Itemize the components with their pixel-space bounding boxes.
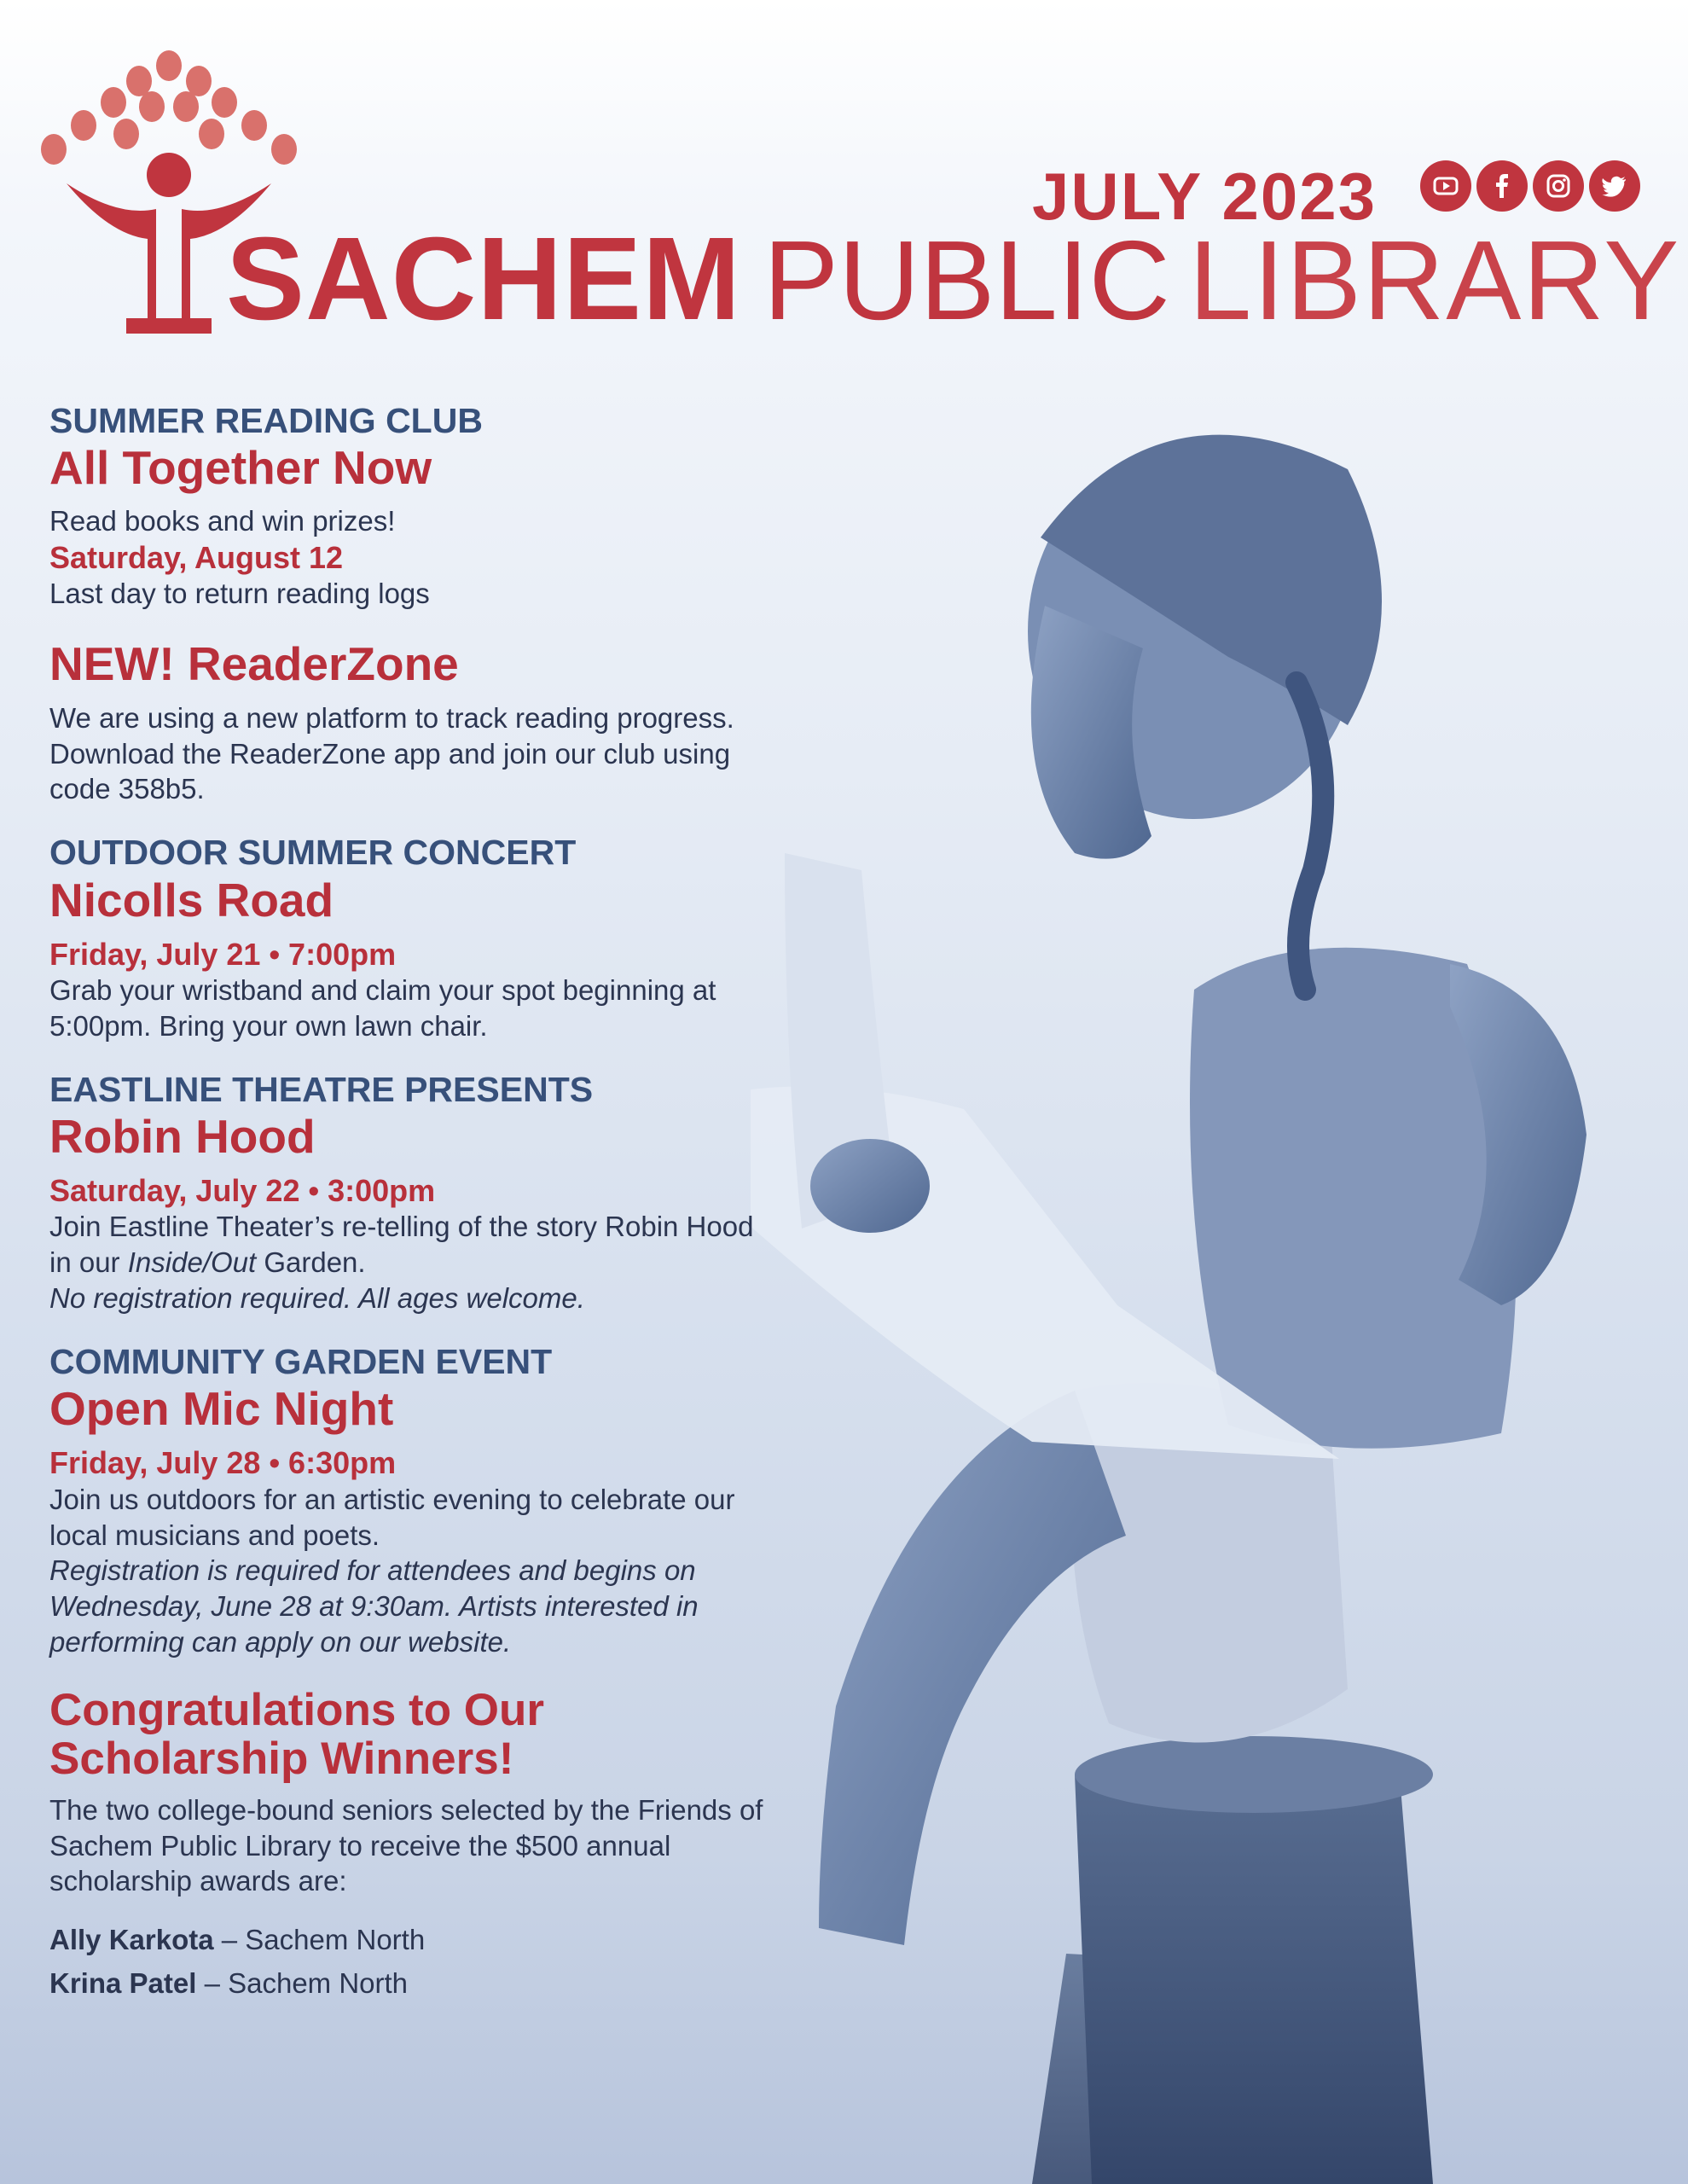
winner-school: – Sachem North xyxy=(204,1967,409,2000)
section-body: Read books and win prizes! xyxy=(49,505,396,537)
facebook-icon[interactable] xyxy=(1476,160,1528,212)
winners-list xyxy=(49,1918,774,2005)
girl-reading-photo xyxy=(751,324,1688,2184)
social-icons xyxy=(1420,160,1640,212)
twitter-icon[interactable] xyxy=(1589,160,1640,212)
events-column xyxy=(49,401,774,2031)
section-kicker: OUTDOOR SUMMER CONCERT xyxy=(49,833,577,873)
winner-school: – Sachem North xyxy=(221,1924,426,1956)
library-title xyxy=(226,213,1681,345)
section-headline: Congratulations to Our Scholarship Winners! xyxy=(49,1685,545,1785)
event-date: Saturday, August 12 xyxy=(49,540,344,576)
section-kicker: EASTLINE THEATRE PRESENTS xyxy=(49,1069,594,1109)
title-sachem: SACHEM xyxy=(226,213,742,345)
club-code: 358b5 xyxy=(118,773,197,805)
section-body xyxy=(49,1209,774,1281)
title-library: LIBRARY xyxy=(1188,218,1681,343)
winner-name: Krina Patel xyxy=(49,1967,197,2000)
section-body: Last day to return reading logs xyxy=(49,578,430,610)
section-theatre xyxy=(49,1070,774,1316)
youtube-icon[interactable] xyxy=(1420,160,1471,212)
theatre-text-b: Garden. xyxy=(264,1246,366,1279)
winner-item xyxy=(49,1961,774,2005)
readerzone-text: We are using a new platform to track reading progress. Download the ReaderZone app and join our club using code xyxy=(49,701,734,805)
theatre-text-italic: Inside/Out xyxy=(127,1246,257,1279)
section-note xyxy=(49,1553,774,1660)
title-public: PUBLIC xyxy=(763,218,1170,343)
section-headline: Open Mic Night xyxy=(49,1382,394,1436)
issue-date: JULY 2023 xyxy=(1032,159,1378,234)
section-garden xyxy=(49,1342,774,1660)
section-headline: Robin Hood xyxy=(49,1109,316,1163)
garden-note: Registration is required for attendees and begins on Wednesday, June 28 at 9:30am. Artists interested in performing can apply on our website. xyxy=(49,1554,699,1658)
winner-name: Ally Karkota xyxy=(49,1924,214,1956)
section-headline: All Together Now xyxy=(49,441,432,495)
theatre-text-a: Join Eastline Theater’s re-telling of the story Robin Hood in our xyxy=(49,1211,754,1279)
instagram-icon[interactable] xyxy=(1533,160,1584,212)
section-kicker: SUMMER READING CLUB xyxy=(49,401,483,440)
event-date: Saturday, July 22 • 3:00pm xyxy=(49,1173,436,1209)
theatre-note: No registration required. All ages welcome. xyxy=(49,1282,585,1315)
section-readerzone xyxy=(49,637,774,807)
section-body: Grab your wristband and claim your spot beginning at 5:00pm. Bring your own lawn chair. xyxy=(49,973,716,1042)
section-body: The two college-bound seniors selected by the Friends of Sachem Public Library to receive the $500 annual scholarship awards are: xyxy=(49,1793,763,1897)
section-kicker: COMMUNITY GARDEN EVENT xyxy=(49,1342,553,1382)
section-headline: Nicolls Road xyxy=(49,873,334,926)
winner-item xyxy=(49,1918,774,1961)
section-reading-club xyxy=(49,401,774,612)
section-scholarship xyxy=(49,1686,774,2005)
event-date: Friday, July 28 • 6:30pm xyxy=(49,1445,397,1481)
section-body: Join us outdoors for an artistic evening to celebrate our local musicians and poets. xyxy=(49,1483,735,1551)
section-headline: NEW! ReaderZone xyxy=(49,637,459,691)
section-body: We are using a new platform to track reading progress. Download the ReaderZone app and join our club using code 358b5. xyxy=(49,701,734,805)
event-date: Friday, July 21 • 7:00pm xyxy=(49,936,397,972)
section-concert xyxy=(49,833,774,1043)
section-note xyxy=(49,1281,774,1316)
